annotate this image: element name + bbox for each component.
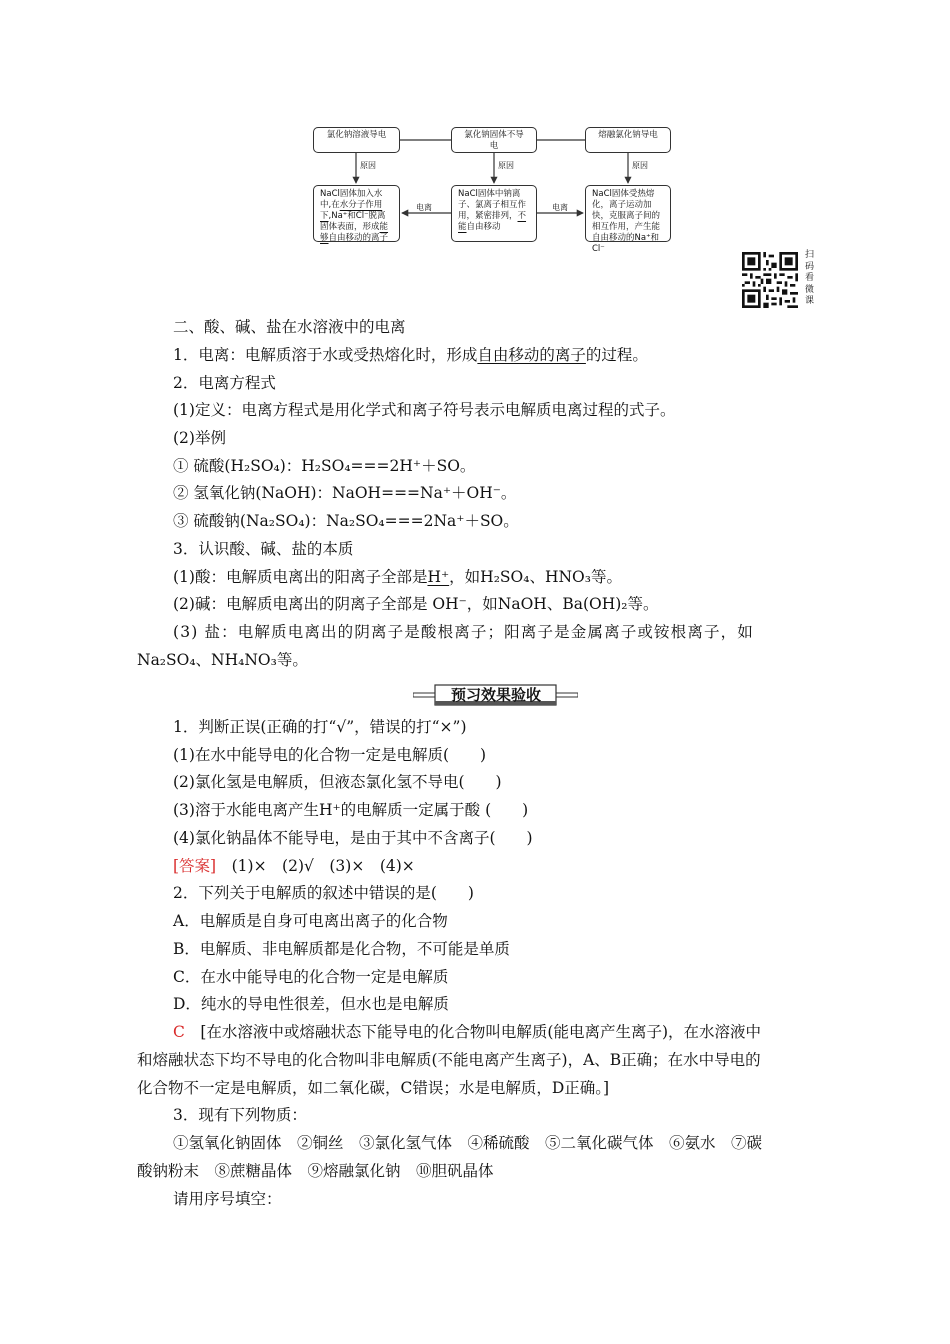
diagram-ionize-label-right: 电离: [552, 203, 568, 212]
text-span: ，如H₂SO₄、HNO₃等。: [449, 568, 622, 586]
question-1-item: (1)在水中能导电的化合物一定是电解质( ): [173, 746, 487, 764]
box4-text-3: 自由移动的离子: [328, 233, 389, 243]
text-span: 的过程。: [585, 346, 648, 364]
question-1-item: (2)氯化氢是电解质，但液态氯化氢不导电( ): [173, 773, 502, 791]
diagram-reason-label-3: 原因: [632, 161, 648, 170]
option-b: B．电解质、非电解质都是化合物，不可能是单质: [173, 940, 510, 958]
box4-text-1: NaCl固体加入水中,在: [320, 189, 383, 210]
question-3: 3．现有下列物质：: [173, 1106, 307, 1124]
box5-underline: 不能: [458, 211, 527, 232]
text-line: 2．电离方程式: [173, 374, 276, 392]
diagram-ionize-label-left: 电离: [416, 203, 432, 212]
question-1: 1．判断正误(正确的打“√”，错误的打“×”): [173, 718, 467, 736]
box4-underline-2: 能够: [320, 222, 389, 243]
underlined-term: H⁺: [427, 568, 450, 586]
text-line: (2)举例: [173, 429, 226, 447]
diagram-reason-label-1: 原因: [360, 161, 376, 170]
diagram-box-molten-reason: NaCl固体受热熔化，离子运动加快，克服离子间的相互作用，产生能自由移动的Na⁺和Cl⁻: [585, 185, 671, 242]
diagram-box-solution-conducts: 氯化钠溶液导电: [313, 127, 400, 153]
text-line: [173, 344, 648, 366]
question-1-item: (3)溶于水能电离产生H⁺的电解质一定属于酸 ( ): [173, 801, 529, 819]
underlined-term: 自由移动的离子: [477, 346, 586, 364]
text-line: [173, 566, 622, 588]
equation-line: ② 氢氧化钠(NaOH)：NaOH===Na⁺＋OH⁻。: [173, 484, 517, 502]
box5-text-2: 自由移动: [466, 222, 501, 232]
answer-letter: C: [173, 1023, 185, 1041]
equation-line: ③ 硫酸钠(Na₂SO₄)：Na₂SO₄===2Na⁺＋SO。: [173, 512, 519, 530]
text-line: (1)定义：电离方程式是用化学式和离子符号表示电解质电离过程的式子。: [173, 401, 676, 419]
qr-code-icon[interactable]: [742, 252, 798, 308]
explanation-line: 化合物不一定是电解质，如二氧化碳，C错误；水是电解质，D正确。]: [137, 1079, 610, 1097]
question-3-items: ①氢氧化钠固体 ②铜丝 ③氯化氢气体 ④稀硫酸 ⑤二氧化碳气体 ⑥氨水 ⑦碳: [173, 1134, 763, 1152]
diagram-reason-label-2: 原因: [498, 161, 514, 170]
question-1-item: (4)氯化钠晶体不能导电，是由于其中不含离子( ): [173, 829, 533, 847]
text-line: 3．认识酸、碱、盐的本质: [173, 540, 354, 558]
text-span: 1．电离：电解质溶于水或受热熔化时，形成: [173, 346, 478, 364]
option-a: A．电解质是自身可电离出离子的化合物: [173, 912, 448, 930]
box5-text-1: NaCl固体中钠离子、氯离子相互作用，紧密排列，: [458, 189, 527, 221]
text-line: (3) 盐：电解质电离出的阴离子是酸根离子；阳离子是金属离子或铵根离子，如: [173, 623, 754, 641]
question-2: 2．下列关于电解质的叙述中错误的是( ): [173, 884, 474, 902]
section-title: 二、酸、碱、盐在水溶液中的电离: [173, 318, 406, 336]
qr-label: 扫码看微课: [805, 250, 815, 306]
answer-text: (1)× (2)√ (3)× (4)×: [216, 857, 415, 875]
explanation-line: 和熔融状态下均不导电的化合物叫非电解质(不能电离产生离子)，A、B正确；在水中导电的: [137, 1051, 761, 1069]
text-span: (1)酸：电解质电离出的阳离子全部是: [173, 568, 428, 586]
option-d: D．纯水的导电性很差，但水也是电解质: [173, 995, 449, 1013]
explanation-text: [在水溶液中或熔融状态下能导电的化合物叫电解质(能电离产生离子)，在水溶液中: [184, 1023, 762, 1041]
text-line: (2)碱：电解质电离出的阴离子全部是 OH⁻，如NaOH、Ba(OH)₂等。: [173, 595, 659, 613]
box4-underline-1: 水分子作用下: [320, 200, 383, 221]
answer-line: [173, 855, 415, 877]
answer-label: [答案]: [173, 857, 217, 875]
diagram-box-solid-not-conduct: 氯化钠固体不导电: [451, 127, 537, 153]
option-c: C．在水中能导电的化合物一定是电解质: [173, 968, 449, 986]
diagram-box-molten-conducts: 熔融氯化钠导电: [585, 127, 671, 153]
text-line: Na₂SO₄、NH₄NO₃等。: [137, 651, 308, 669]
banner-title: 预习效果验收: [450, 686, 541, 704]
equation-line: ① 硫酸(H₂SO₄)：H₂SO₄===2H⁺＋SO。: [173, 457, 476, 475]
question-3-items: 酸钠粉末 ⑧蔗糖晶体 ⑨熔融氯化钠 ⑩胆矾晶体: [137, 1162, 494, 1180]
explanation-line: [173, 1021, 761, 1043]
box4-text-2: ,Na⁺和Cl⁻脱离固体表面，形成: [320, 211, 386, 232]
question-3-prompt: 请用序号填空：: [173, 1190, 282, 1208]
